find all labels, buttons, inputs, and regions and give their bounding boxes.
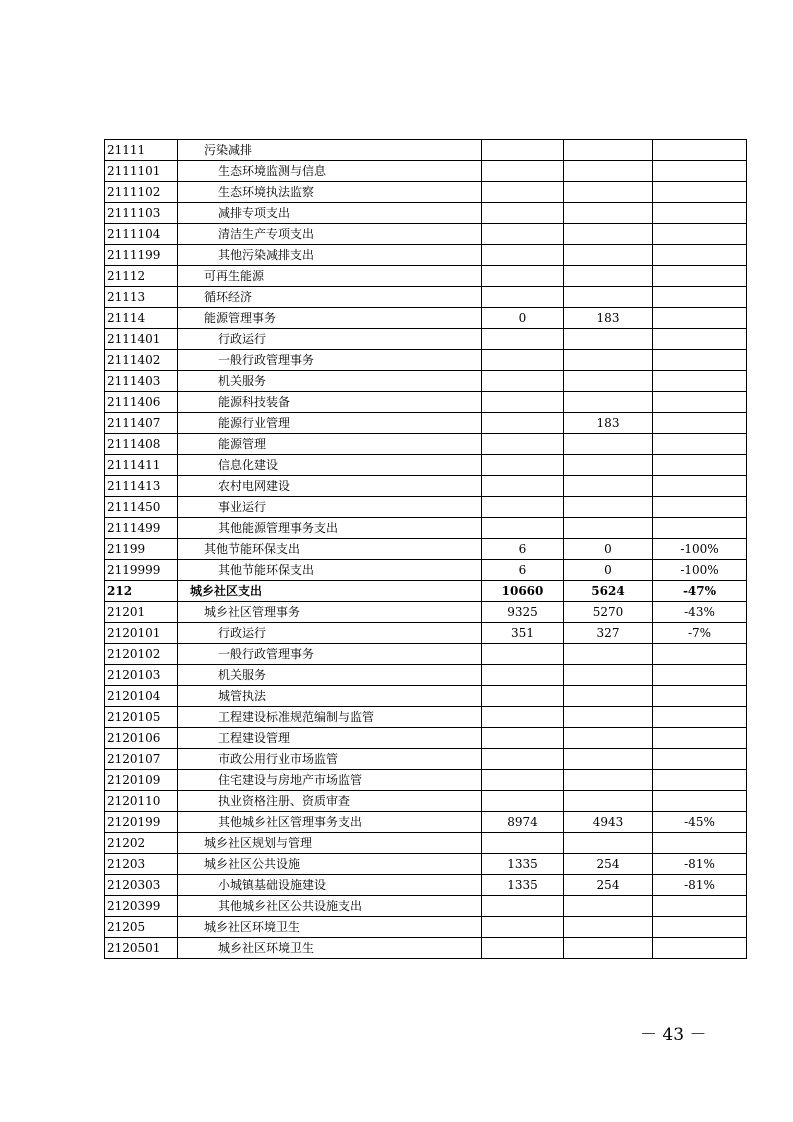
row-value-3: [653, 497, 747, 518]
table-row: [105, 728, 747, 749]
row-value-3: [653, 413, 747, 434]
row-value-2: 183: [564, 413, 653, 434]
row-name: 城乡社区环境卫生: [178, 917, 482, 938]
table-row: [105, 476, 747, 497]
table-row: [105, 749, 747, 770]
row-value-2: [564, 350, 653, 371]
row-name: 能源管理事务: [178, 308, 482, 329]
table-row: [105, 371, 747, 392]
row-value-1: [482, 329, 564, 350]
row-value-3: [653, 140, 747, 161]
row-value-3: -45%: [653, 812, 747, 833]
table-row: [105, 854, 747, 875]
row-value-1: 0: [482, 308, 564, 329]
row-value-2: [564, 329, 653, 350]
table-row: [105, 161, 747, 182]
row-code: 21113: [105, 287, 178, 308]
row-code: 2120109: [105, 770, 178, 791]
row-value-1: [482, 896, 564, 917]
row-name: 城乡社区环境卫生: [178, 938, 482, 959]
table-row: [105, 308, 747, 329]
row-value-1: [482, 224, 564, 245]
row-value-1: 6: [482, 560, 564, 581]
table-row: [105, 245, 747, 266]
row-value-3: -81%: [653, 875, 747, 896]
row-code: 2120106: [105, 728, 178, 749]
row-value-3: -7%: [653, 623, 747, 644]
row-name: 能源科技装备: [178, 392, 482, 413]
row-value-2: [564, 497, 653, 518]
table-row: [105, 266, 747, 287]
row-value-1: [482, 434, 564, 455]
table-row: [105, 413, 747, 434]
row-name: 其他节能环保支出: [178, 560, 482, 581]
row-value-1: 6: [482, 539, 564, 560]
table-row: [105, 917, 747, 938]
row-name: 城乡社区支出: [178, 581, 482, 602]
row-value-2: [564, 371, 653, 392]
row-code: 2111499: [105, 518, 178, 539]
row-value-2: 327: [564, 623, 653, 644]
row-value-1: [482, 791, 564, 812]
row-name: 清洁生产专项支出: [178, 224, 482, 245]
row-name: 住宅建设与房地产市场监管: [178, 770, 482, 791]
row-value-3: -47%: [653, 581, 747, 602]
table-row: [105, 833, 747, 854]
row-value-2: [564, 203, 653, 224]
row-value-3: [653, 266, 747, 287]
row-code: 2111401: [105, 329, 178, 350]
row-code: 2120105: [105, 707, 178, 728]
row-value-3: [653, 392, 747, 413]
row-name: 城乡社区管理事务: [178, 602, 482, 623]
table-row: [105, 224, 747, 245]
table-row: [105, 539, 747, 560]
table-row: [105, 287, 747, 308]
row-name: 工程建设管理: [178, 728, 482, 749]
table-row: [105, 182, 747, 203]
row-value-2: [564, 770, 653, 791]
row-value-3: [653, 938, 747, 959]
row-code: 2119999: [105, 560, 178, 581]
table-row: [105, 644, 747, 665]
row-value-3: [653, 203, 747, 224]
row-value-2: [564, 896, 653, 917]
row-name: 事业运行: [178, 497, 482, 518]
row-code: 2120102: [105, 644, 178, 665]
row-value-3: [653, 917, 747, 938]
row-name: 可再生能源: [178, 266, 482, 287]
row-value-1: 351: [482, 623, 564, 644]
row-value-2: [564, 287, 653, 308]
row-value-3: [653, 749, 747, 770]
row-value-3: [653, 896, 747, 917]
table-row: [105, 707, 747, 728]
row-value-2: [564, 707, 653, 728]
row-name: 其他节能环保支出: [178, 539, 482, 560]
row-name: 能源行业管理: [178, 413, 482, 434]
row-value-2: [564, 791, 653, 812]
row-code: 2120101: [105, 623, 178, 644]
table-row: [105, 350, 747, 371]
table-row: [105, 686, 747, 707]
row-value-2: [564, 518, 653, 539]
row-value-1: 8974: [482, 812, 564, 833]
table-row: [105, 455, 747, 476]
row-code: 2111101: [105, 161, 178, 182]
row-name: 其他城乡社区公共设施支出: [178, 896, 482, 917]
row-value-1: 1335: [482, 875, 564, 896]
row-value-2: [564, 938, 653, 959]
row-code: 2111402: [105, 350, 178, 371]
row-value-1: [482, 497, 564, 518]
row-code: 2120501: [105, 938, 178, 959]
row-name: 机关服务: [178, 371, 482, 392]
row-value-1: [482, 728, 564, 749]
row-code: 21201: [105, 602, 178, 623]
row-code: 2111411: [105, 455, 178, 476]
row-value-1: [482, 770, 564, 791]
row-value-2: [564, 728, 653, 749]
row-name: 城乡社区规划与管理: [178, 833, 482, 854]
table-row: [105, 770, 747, 791]
table-row: [105, 497, 747, 518]
row-code: 2111406: [105, 392, 178, 413]
row-name: 其他能源管理事务支出: [178, 518, 482, 539]
row-name: 减排专项支出: [178, 203, 482, 224]
row-code: 21114: [105, 308, 178, 329]
row-code: 2120303: [105, 875, 178, 896]
row-value-3: [653, 329, 747, 350]
table-row: [105, 518, 747, 539]
row-code: 21199: [105, 539, 178, 560]
row-value-1: [482, 203, 564, 224]
row-value-3: [653, 224, 747, 245]
row-name: 其他城乡社区管理事务支出: [178, 812, 482, 833]
row-value-1: [482, 476, 564, 497]
table-row: [105, 581, 747, 602]
row-name: 小城镇基础设施建设: [178, 875, 482, 896]
row-value-2: [564, 749, 653, 770]
row-value-1: [482, 182, 564, 203]
page-number: － 43 －: [640, 1025, 707, 1045]
row-value-3: [653, 707, 747, 728]
row-value-2: [564, 266, 653, 287]
row-value-3: -100%: [653, 539, 747, 560]
row-value-2: [564, 392, 653, 413]
row-code: 2120399: [105, 896, 178, 917]
row-name: 农村电网建设: [178, 476, 482, 497]
row-value-3: [653, 350, 747, 371]
row-value-1: [482, 140, 564, 161]
row-value-2: 0: [564, 539, 653, 560]
row-value-2: [564, 644, 653, 665]
row-code: 2120107: [105, 749, 178, 770]
row-name: 工程建设标准规范编制与监管: [178, 707, 482, 728]
row-value-1: [482, 917, 564, 938]
row-value-2: [564, 476, 653, 497]
row-value-1: 9325: [482, 602, 564, 623]
table-row: [105, 392, 747, 413]
row-value-2: [564, 833, 653, 854]
row-value-2: 5624: [564, 581, 653, 602]
row-value-2: [564, 161, 653, 182]
row-value-3: [653, 665, 747, 686]
row-code: 21203: [105, 854, 178, 875]
table-row: [105, 623, 747, 644]
budget-table: [104, 139, 747, 959]
row-value-2: 183: [564, 308, 653, 329]
row-code: 2111408: [105, 434, 178, 455]
row-code: 2111403: [105, 371, 178, 392]
row-value-2: 254: [564, 875, 653, 896]
row-value-3: [653, 245, 747, 266]
table-body: [105, 140, 747, 959]
row-value-1: [482, 245, 564, 266]
row-value-1: [482, 518, 564, 539]
row-value-1: 1335: [482, 854, 564, 875]
table-row: [105, 791, 747, 812]
row-value-1: [482, 833, 564, 854]
table-row: [105, 602, 747, 623]
row-value-3: [653, 287, 747, 308]
row-name: 行政运行: [178, 623, 482, 644]
row-value-3: [653, 161, 747, 182]
row-value-2: [564, 245, 653, 266]
row-code: 2111413: [105, 476, 178, 497]
row-value-1: [482, 392, 564, 413]
row-value-1: [482, 455, 564, 476]
row-value-2: 0: [564, 560, 653, 581]
row-code: 2111199: [105, 245, 178, 266]
row-name: 一般行政管理事务: [178, 644, 482, 665]
row-value-1: [482, 161, 564, 182]
row-code: 2120104: [105, 686, 178, 707]
row-value-3: [653, 686, 747, 707]
row-value-1: [482, 749, 564, 770]
row-name: 生态环境执法监察: [178, 182, 482, 203]
row-code: 2120110: [105, 791, 178, 812]
row-value-1: [482, 371, 564, 392]
row-value-3: [653, 644, 747, 665]
row-value-3: [653, 833, 747, 854]
row-value-3: [653, 455, 747, 476]
table-row: [105, 665, 747, 686]
row-value-1: [482, 350, 564, 371]
row-name: 执业资格注册、资质审查: [178, 791, 482, 812]
row-name: 机关服务: [178, 665, 482, 686]
row-value-2: [564, 140, 653, 161]
row-code: 2120103: [105, 665, 178, 686]
row-value-3: -81%: [653, 854, 747, 875]
row-name: 信息化建设: [178, 455, 482, 476]
row-value-2: 5270: [564, 602, 653, 623]
row-name: 生态环境监测与信息: [178, 161, 482, 182]
row-name: 行政运行: [178, 329, 482, 350]
table-row: [105, 560, 747, 581]
table-row: [105, 434, 747, 455]
row-value-1: [482, 413, 564, 434]
table-row: [105, 203, 747, 224]
row-value-1: [482, 686, 564, 707]
row-value-2: [564, 917, 653, 938]
table-row: [105, 896, 747, 917]
row-code: 2111450: [105, 497, 178, 518]
row-value-3: -43%: [653, 602, 747, 623]
row-code: 21111: [105, 140, 178, 161]
row-name: 市政公用行业市场监管: [178, 749, 482, 770]
table-row: [105, 938, 747, 959]
row-name: 其他污染减排支出: [178, 245, 482, 266]
row-value-1: [482, 287, 564, 308]
row-value-2: [564, 686, 653, 707]
row-value-1: [482, 707, 564, 728]
row-value-3: [653, 476, 747, 497]
table-row: [105, 812, 747, 833]
row-name: 一般行政管理事务: [178, 350, 482, 371]
row-name: 城管执法: [178, 686, 482, 707]
row-value-1: [482, 665, 564, 686]
row-code: 21112: [105, 266, 178, 287]
row-name: 循环经济: [178, 287, 482, 308]
row-code: 21202: [105, 833, 178, 854]
row-value-3: [653, 518, 747, 539]
row-value-2: [564, 182, 653, 203]
row-code: 212: [105, 581, 178, 602]
row-value-2: [564, 224, 653, 245]
row-value-2: [564, 455, 653, 476]
row-name: 城乡社区公共设施: [178, 854, 482, 875]
row-value-3: [653, 182, 747, 203]
row-code: 2111102: [105, 182, 178, 203]
row-value-2: 254: [564, 854, 653, 875]
row-value-1: 10660: [482, 581, 564, 602]
table-row: [105, 875, 747, 896]
row-code: 2111104: [105, 224, 178, 245]
row-value-3: -100%: [653, 560, 747, 581]
row-value-3: [653, 770, 747, 791]
row-value-1: [482, 938, 564, 959]
row-value-3: [653, 728, 747, 749]
row-name: 能源管理: [178, 434, 482, 455]
row-value-3: [653, 371, 747, 392]
row-value-2: [564, 665, 653, 686]
row-name: 污染减排: [178, 140, 482, 161]
row-code: 2111103: [105, 203, 178, 224]
row-code: 2120199: [105, 812, 178, 833]
row-value-1: [482, 644, 564, 665]
table-row: [105, 329, 747, 350]
row-value-1: [482, 266, 564, 287]
row-code: 21205: [105, 917, 178, 938]
row-value-2: 4943: [564, 812, 653, 833]
row-value-3: [653, 308, 747, 329]
row-value-2: [564, 434, 653, 455]
row-code: 2111407: [105, 413, 178, 434]
row-value-3: [653, 434, 747, 455]
table-row: [105, 140, 747, 161]
row-value-3: [653, 791, 747, 812]
